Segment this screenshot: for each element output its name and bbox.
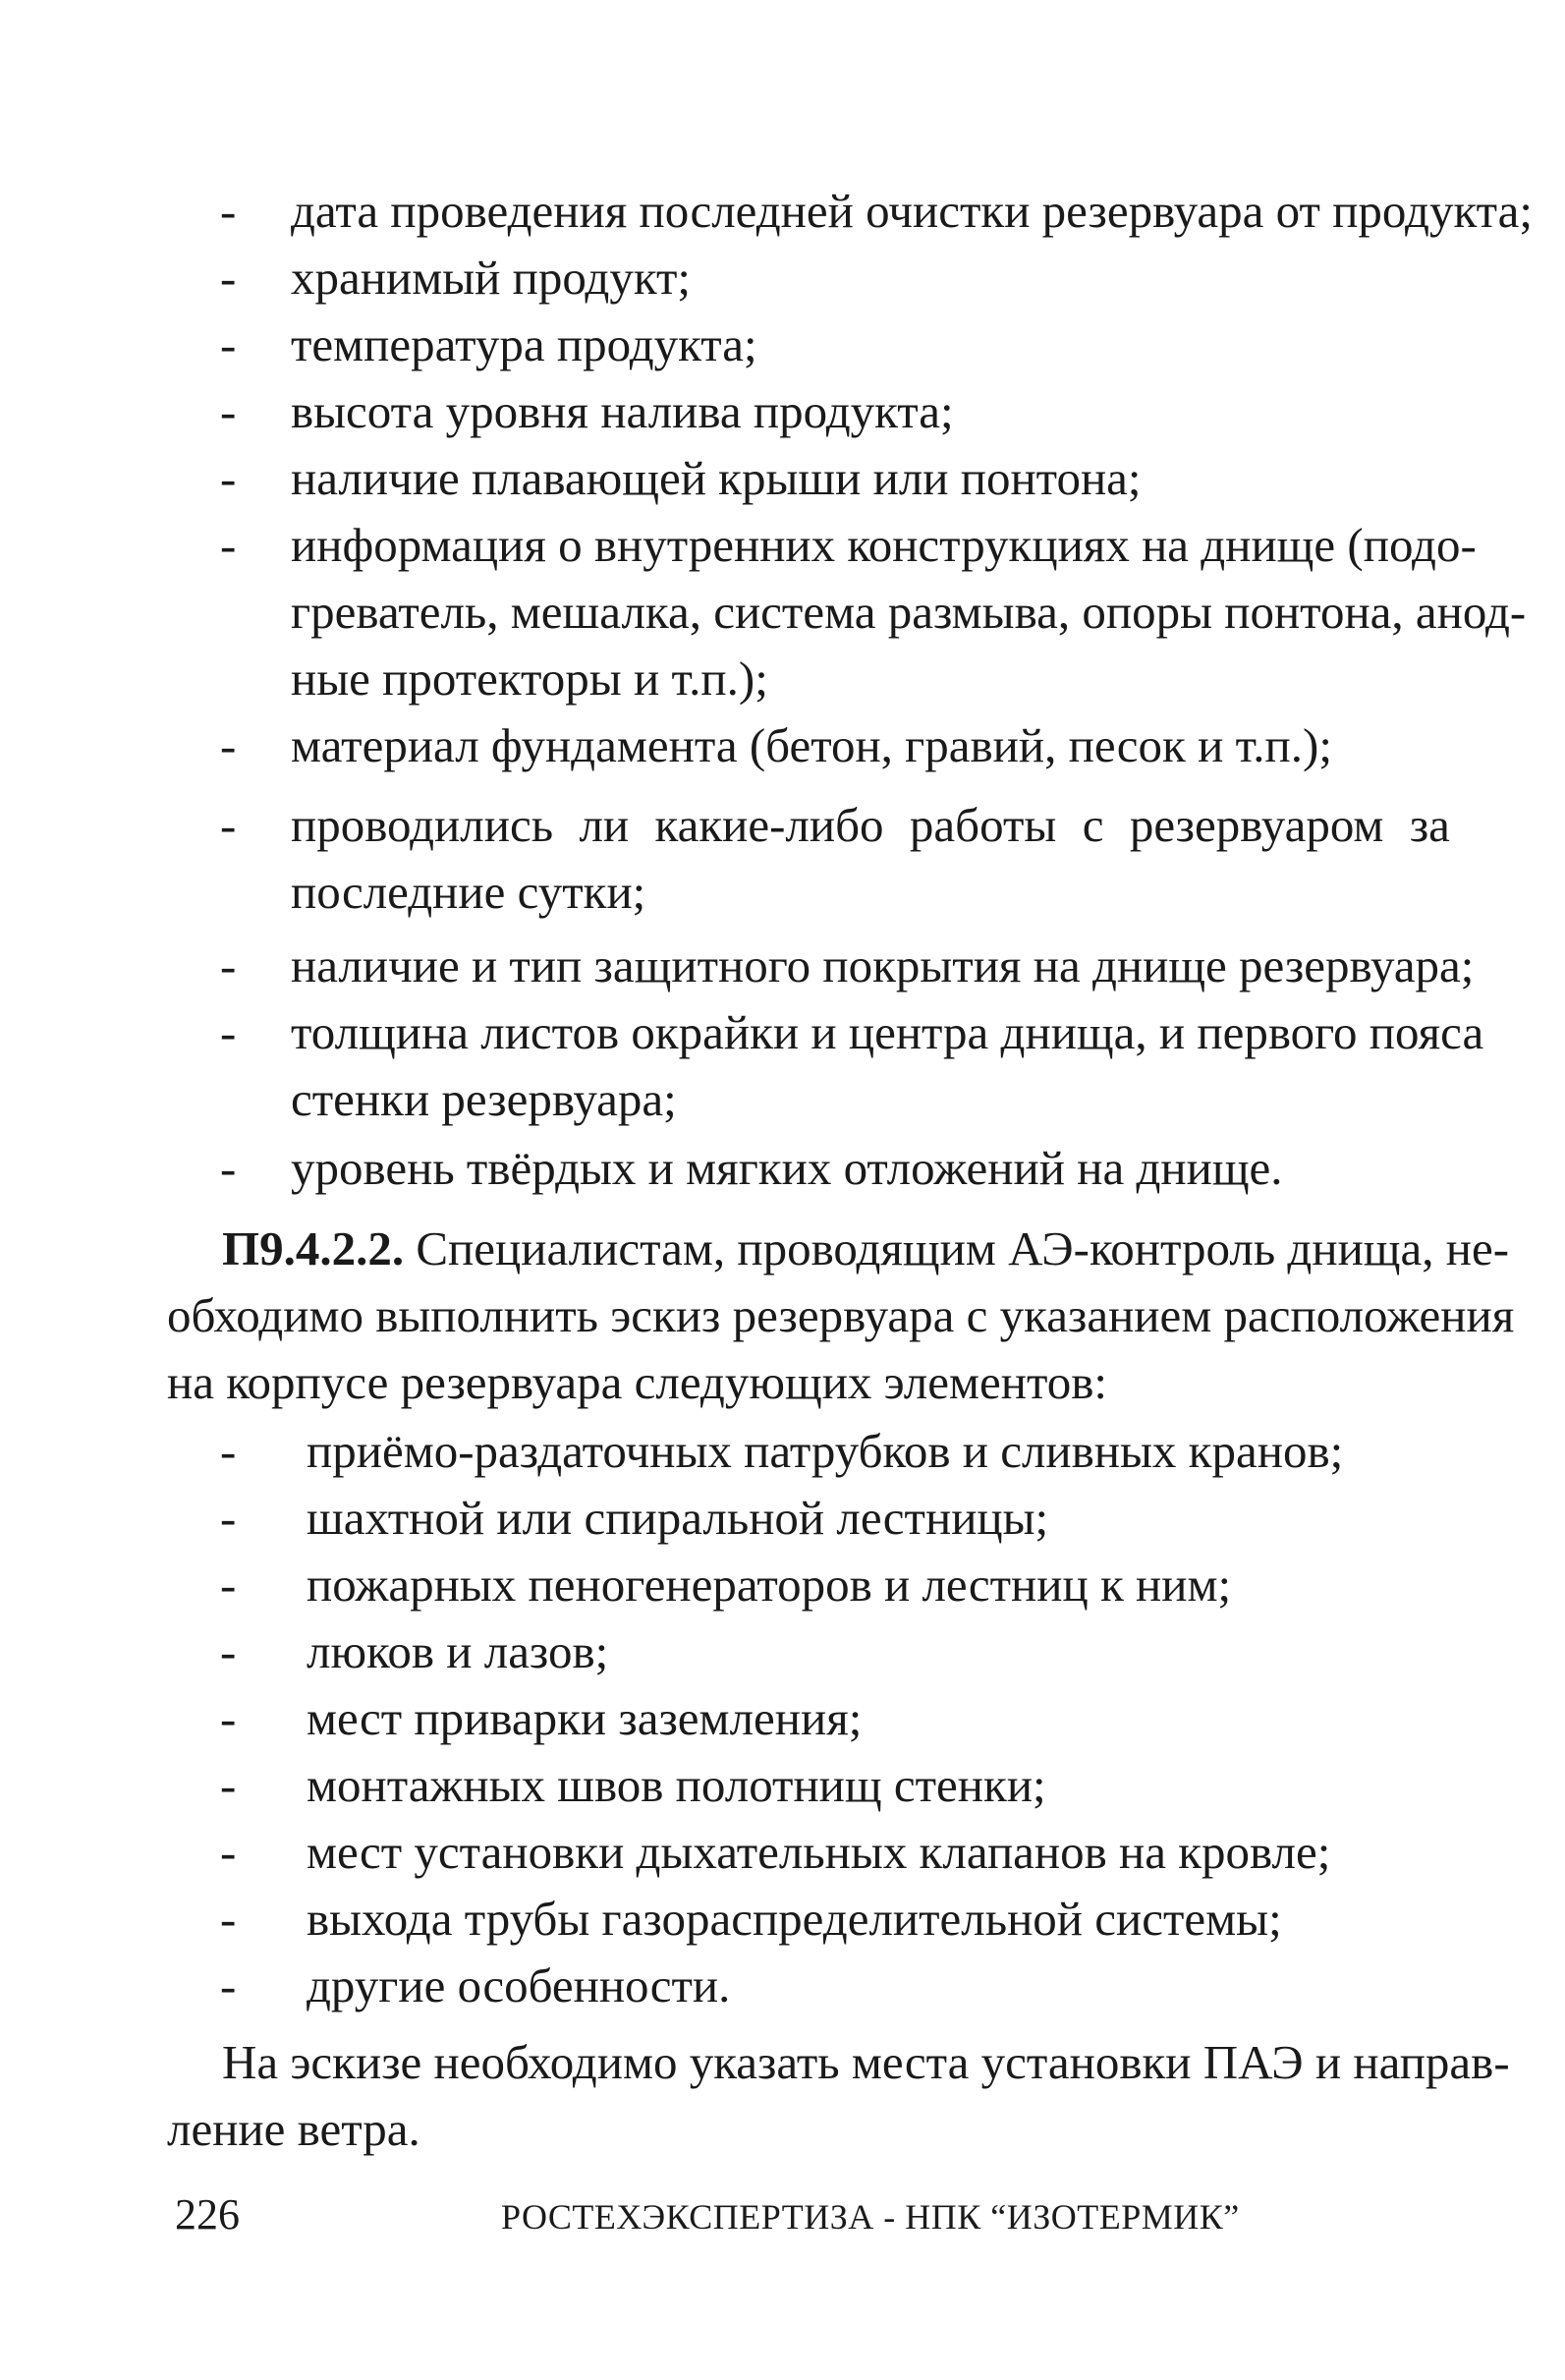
- list-item: другие особенности.: [307, 1958, 731, 2012]
- list-item-word: проводились: [291, 798, 554, 852]
- list-item: монтажных швов полотнищ стенки;: [307, 1758, 1046, 1812]
- list-bullet: -: [220, 718, 237, 772]
- list-item: люков и лазов;: [307, 1624, 609, 1678]
- footer-publisher: РОСТЕХЭКСПЕРТИЗА - НПК “ИЗОТЕРМИК”: [501, 2197, 1240, 2237]
- list-item: наличие плавающей крыши или понтона;: [291, 451, 1142, 505]
- list-bullet: -: [220, 251, 237, 305]
- list-item: материал фундамента (бетон, гравий, песок и т.п.);: [291, 718, 1332, 772]
- list-bullet: -: [220, 1424, 237, 1478]
- list-item: выхода трубы газораспределительной системы;: [307, 1892, 1282, 1946]
- list-item-word: какие-либо: [654, 798, 884, 852]
- list-item: мест приварки заземления;: [307, 1691, 863, 1745]
- list-item-word: работы: [909, 798, 1057, 852]
- list-bullet: -: [220, 798, 237, 852]
- closing-line: ление ветра.: [167, 2102, 420, 2156]
- list-item: хранимый продукт;: [291, 251, 692, 305]
- list-item-word: за: [1409, 798, 1450, 852]
- list-item-line: греватель, мешалка, система размыва, опоры понтона, анод-: [291, 585, 1527, 639]
- list-bullet: -: [220, 317, 237, 371]
- list-item-word: ли: [579, 798, 630, 852]
- page-number: 226: [175, 2190, 240, 2238]
- list-bullet: -: [220, 1624, 237, 1678]
- list-bullet: -: [220, 1892, 237, 1946]
- list-item-line: ные протекторы и т.п.);: [291, 652, 768, 706]
- list-item: дата проведения последней очистки резервуара от продукта;: [291, 184, 1533, 238]
- list-item-line: информация о внутренних конструкциях на днище (подо-: [291, 518, 1477, 572]
- list-bullet: -: [220, 1691, 237, 1745]
- list-bullet: -: [220, 1758, 237, 1812]
- list-bullet: -: [220, 1141, 237, 1195]
- list-item-line: стенки резервуара;: [291, 1072, 677, 1126]
- list-item: приёмо-раздаточных патрубков и сливных кранов;: [307, 1424, 1344, 1478]
- list-bullet: -: [220, 184, 237, 238]
- list-bullet: -: [220, 451, 237, 505]
- list-item-word: с: [1082, 798, 1104, 852]
- list-item: пожарных пеногенераторов и лестниц к ним;: [307, 1558, 1232, 1612]
- list-item-line: [291, 796, 1450, 855]
- list-bullet: -: [220, 1005, 237, 1059]
- list-bullet: -: [220, 518, 237, 572]
- clause-number: П9.4.2.2.: [222, 1221, 405, 1275]
- list-bullet: -: [220, 1558, 237, 1612]
- list-item: шахтной или спиральной лестницы;: [307, 1491, 1049, 1545]
- list-item-line: последние сутки;: [291, 865, 646, 919]
- list-item-word: резервуаром: [1129, 798, 1384, 852]
- list-bullet: -: [220, 1825, 237, 1879]
- clause-line: [222, 1219, 1509, 1278]
- list-item: температура продукта;: [291, 317, 757, 371]
- list-bullet: -: [220, 938, 237, 992]
- list-bullet: -: [220, 384, 237, 438]
- clause-line: обходимо выполнить эскиз резервуара с указанием расположения: [167, 1288, 1515, 1342]
- list-item-line: толщина листов окрайки и центра днища, и первого пояса: [291, 1005, 1484, 1059]
- list-bullet: -: [220, 1491, 237, 1545]
- clause-text: Специалистам, проводящим АЭ-контроль днища, не-: [404, 1221, 1510, 1275]
- list-item: мест установки дыхательных клапанов на кровле;: [307, 1825, 1331, 1879]
- list-item: уровень твёрдых и мягких отложений на днище.: [291, 1141, 1283, 1195]
- list-item: высота уровня налива продукта;: [291, 384, 954, 438]
- list-bullet: -: [220, 1958, 237, 2012]
- closing-line: На эскизе необходимо указать места установки ПАЭ и направ-: [222, 2035, 1510, 2089]
- clause-line: на корпусе резервуара следующих элементов:: [167, 1355, 1108, 1409]
- list-item: наличие и тип защитного покрытия на днище резервуара;: [291, 938, 1475, 992]
